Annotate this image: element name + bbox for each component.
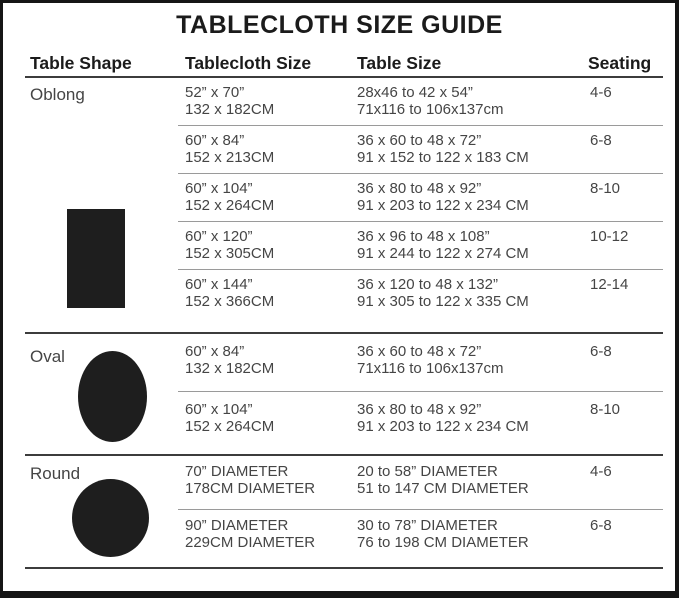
size-guide-table: [25, 45, 663, 567]
shape-label-oval: Oval: [30, 347, 65, 366]
table-size-cell: 30 to 78” DIAMETER 76 to 198 CM DIAMETER: [357, 517, 529, 551]
rectangle-icon: [67, 209, 125, 308]
seating-cell: 8-10: [590, 401, 621, 418]
table-size-cell: 20 to 58” DIAMETER 51 to 147 CM DIAMETER: [357, 463, 529, 497]
section-oblong: [25, 78, 663, 332]
table-row: [178, 456, 663, 509]
table-row: [178, 78, 663, 125]
section-oval: [25, 332, 663, 454]
tablecloth-size-cell: 60” x 144” 152 x 366CM: [185, 276, 275, 310]
table-row: [178, 269, 663, 317]
table-size-cell: 36 x 60 to 48 x 72” 71x116 to 106x137cm: [357, 343, 504, 377]
shape-cell-round: [25, 456, 178, 563]
rows-round: [178, 456, 663, 563]
table-row: [178, 391, 663, 449]
table-size-cell: 36 x 80 to 48 x 92” 91 x 203 to 122 x 234 CM: [357, 401, 529, 435]
table-row: [178, 173, 663, 221]
circle-icon: [72, 479, 149, 557]
tablecloth-size-cell: 60” x 104” 152 x 264CM: [185, 401, 275, 435]
table-size-cell: 36 x 120 to 48 x 132” 91 x 305 to 122 x 335 CM: [357, 276, 529, 310]
seating-cell: 6-8: [590, 132, 612, 149]
tablecloth-size-cell: 90” DIAMETER 229CM DIAMETER: [185, 517, 316, 551]
table-bottom-rule: [25, 567, 663, 569]
column-header-tablecloth-size: Tablecloth Size: [185, 53, 312, 73]
table-size-cell: 36 x 96 to 48 x 108” 91 x 244 to 122 x 274 CM: [357, 228, 529, 262]
column-header-seating: Seating: [588, 53, 652, 73]
tablecloth-size-cell: 60” x 84” 152 x 213CM: [185, 132, 275, 166]
shape-cell-oblong: [25, 78, 178, 317]
shape-label-oblong: Oblong: [30, 85, 85, 104]
seating-cell: 4-6: [590, 84, 612, 101]
table-row: [178, 334, 663, 391]
seating-cell: 10-12: [590, 228, 629, 245]
shape-cell-oval: [25, 334, 178, 449]
column-header-table-shape: Table Shape: [30, 53, 132, 73]
table-header-row: [25, 45, 663, 78]
seating-cell: 12-14: [590, 276, 629, 293]
table-size-cell: 28x46 to 42 x 54” 71x116 to 106x137cm: [357, 84, 504, 118]
tablecloth-size-cell: 60” x 84” 132 x 182CM: [185, 343, 275, 377]
tablecloth-size-cell: 70” DIAMETER 178CM DIAMETER: [185, 463, 316, 497]
ellipse-icon: [78, 351, 147, 442]
seating-cell: 4-6: [590, 463, 612, 480]
seating-cell: 6-8: [590, 343, 612, 360]
seating-cell: 8-10: [590, 180, 621, 197]
section-round: [25, 454, 663, 567]
table-size-cell: 36 x 60 to 48 x 72” 91 x 152 to 122 x 183 CM: [357, 132, 529, 166]
table-size-cell: 36 x 80 to 48 x 92” 91 x 203 to 122 x 234 CM: [357, 180, 529, 214]
seating-cell: 6-8: [590, 517, 612, 534]
table-row: [178, 221, 663, 269]
tablecloth-size-cell: 60” x 120” 152 x 305CM: [185, 228, 275, 262]
column-header-table-size: Table Size: [357, 53, 442, 73]
shape-label-round: Round: [30, 464, 81, 483]
table-row: [178, 125, 663, 173]
rows-oblong: [178, 78, 663, 317]
table-row: [178, 509, 663, 563]
page-title: TABLECLOTH SIZE GUIDE: [176, 11, 503, 39]
tablecloth-size-cell: 52” x 70” 132 x 182CM: [185, 84, 275, 118]
rows-oval: [178, 334, 663, 449]
tablecloth-size-cell: 60” x 104” 152 x 264CM: [185, 180, 275, 214]
